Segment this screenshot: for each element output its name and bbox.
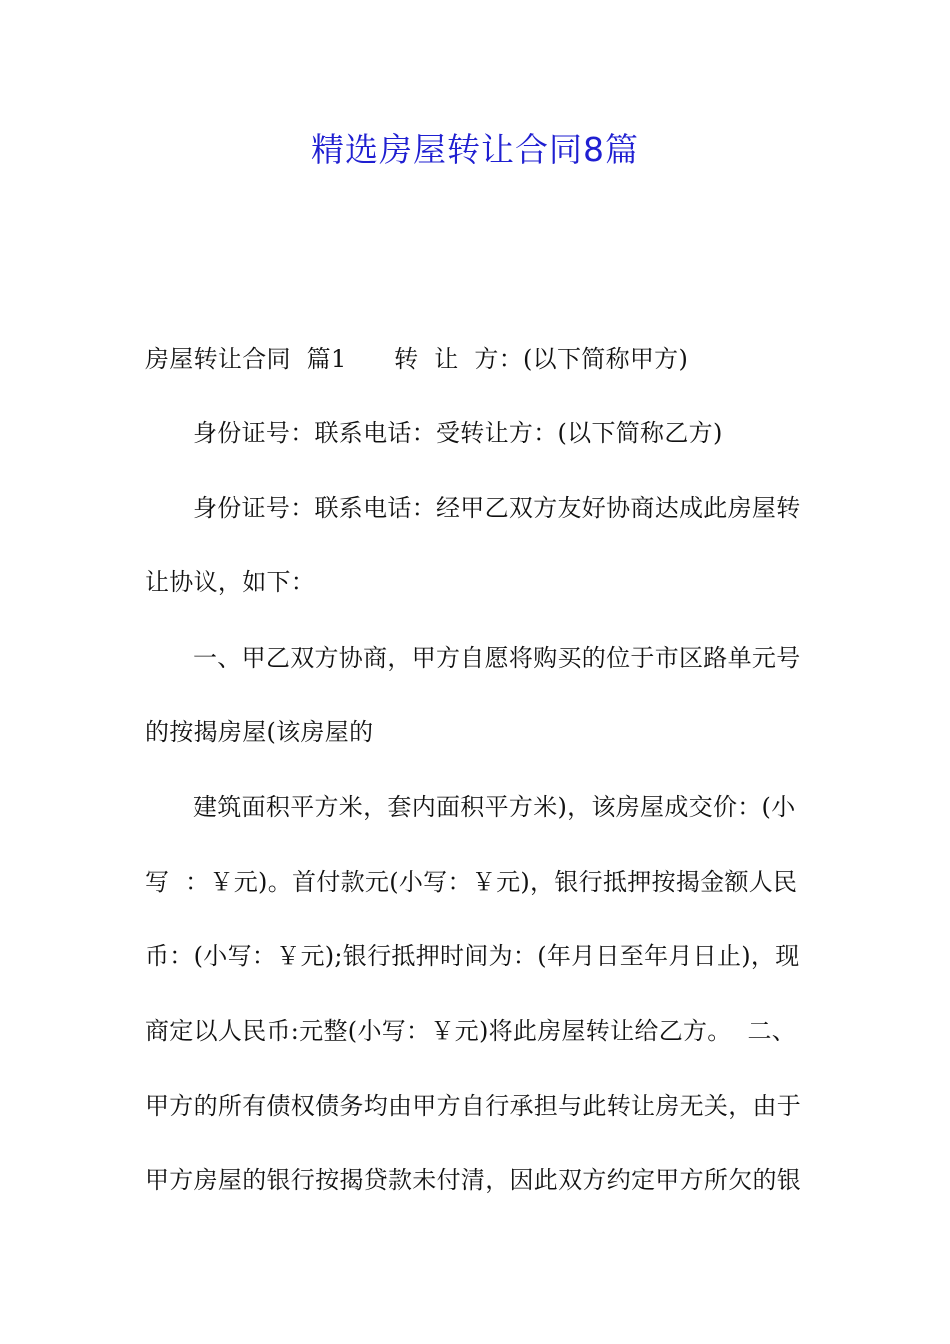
paragraph-line-1: 房屋转让合同 篇1 转 让 方：(以下简称甲方) (145, 345, 689, 373)
paragraph-line-5: 一、甲乙双方协商，甲方自愿将购买的位于市区路单元号 (193, 644, 801, 672)
paragraph-line-4: 让协议，如下： (145, 568, 316, 596)
paragraph-line-3: 身份证号：联系电话：经甲乙双方友好协商达成此房屋转 (193, 494, 801, 522)
paragraph-line-7: 建筑面积平方米，套内面积平方米)，该房屋成交价：(小 (193, 793, 796, 821)
paragraph-line-12: 甲方房屋的银行按揭贷款未付清，因此双方约定甲方所欠的银 (145, 1166, 802, 1194)
paragraph-line-11: 甲方的所有债权债务均由甲方自行承担与此转让房无关，由于 (145, 1092, 802, 1120)
paragraph-line-2: 身份证号：联系电话：受转让方：(以下简称乙方) (193, 419, 723, 447)
paragraph-line-10: 商定以人民币:元整(小写：￥元)将此房屋转让给乙方。 二、 (145, 1017, 797, 1045)
paragraph-line-9: 币：(小写：￥元);银行抵押时间为：(年月日至年月日止)，现 (145, 942, 800, 970)
paragraph-line-8: 写 ：￥元)。首付款元(小写：￥元)，银行抵押按揭金额人民 (145, 868, 798, 896)
document-title: 精选房屋转让合同8篇 (311, 130, 639, 169)
paragraph-line-6: 的按揭房屋(该房屋的 (145, 718, 374, 746)
